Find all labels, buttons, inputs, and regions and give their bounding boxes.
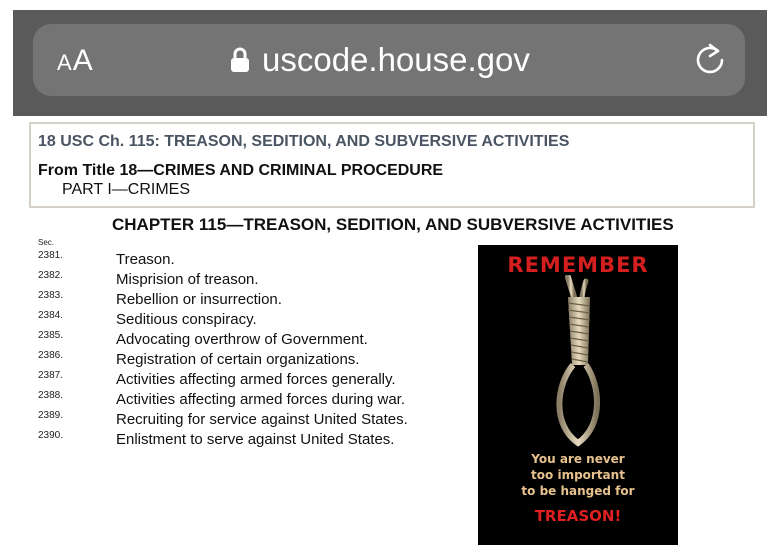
poster-line-1: You are never (531, 452, 625, 466)
section-row (38, 429, 458, 449)
section-row (38, 269, 458, 289)
section-number: 2384. (38, 310, 64, 321)
section-number: 2383. (38, 290, 64, 301)
text-size-button[interactable] (57, 44, 94, 78)
section-title[interactable]: Registration of certain organizations. (116, 351, 360, 368)
document-title: 18 USC Ch. 115: TREASON, SEDITION, AND SUBVERSIVE ACTIVITIES (38, 133, 570, 150)
part-label: PART I—CRIMES (62, 181, 191, 198)
section-title[interactable]: Advocating overthrow of Government. (116, 331, 368, 348)
section-number: 2382. (38, 270, 64, 281)
section-title[interactable]: Misprision of treason. (116, 271, 259, 288)
sec-label: Sec. (38, 238, 55, 247)
section-row (38, 389, 458, 409)
section-title[interactable]: Rebellion or insurrection. (116, 291, 282, 308)
section-title[interactable]: Activities affecting armed forces during war. (116, 391, 406, 408)
noose-image (528, 275, 628, 455)
reload-icon[interactable] (692, 42, 728, 78)
section-number: 2389. (38, 410, 64, 421)
section-number: 2387. (38, 370, 64, 381)
section-row (38, 309, 458, 329)
poster-line-3: to be hanged for (521, 484, 635, 498)
section-number: 2388. (38, 390, 64, 401)
section-row (38, 369, 458, 389)
chapter-heading: CHAPTER 115—TREASON, SEDITION, AND SUBVERSIVE ACTIVITIES (112, 215, 674, 234)
top-strip (0, 0, 767, 10)
section-number: 2385. (38, 330, 64, 341)
poster-line-2: too important (531, 468, 625, 482)
section-title[interactable]: Enlistment to serve against United States. (116, 431, 395, 448)
section-row (38, 249, 458, 269)
section-row (38, 349, 458, 369)
poster-headline: REMEMBER (507, 253, 649, 277)
section-row (38, 409, 458, 429)
section-number: 2390. (38, 430, 64, 441)
section-title[interactable]: Treason. (116, 251, 175, 268)
section-list (38, 249, 458, 449)
section-row (38, 329, 458, 349)
poster-message (478, 451, 678, 499)
poster-emphasis: TREASON! (534, 507, 622, 525)
from-title: From Title 18—CRIMES AND CRIMINAL PROCEDURE (38, 162, 444, 179)
section-number: 2386. (38, 350, 64, 361)
section-title[interactable]: Recruiting for service against United States. (116, 411, 408, 428)
text-size-small-a: A (57, 50, 73, 75)
section-row (38, 289, 458, 309)
url-display[interactable] (230, 40, 530, 80)
section-title[interactable]: Activities affecting armed forces generally. (116, 371, 396, 388)
section-title[interactable]: Seditious conspiracy. (116, 311, 257, 328)
url-text: uscode.house.gov (262, 41, 530, 78)
text-size-large-a: A (72, 44, 94, 77)
section-number: 2381. (38, 250, 64, 261)
poster-image (478, 245, 678, 545)
lock-icon (230, 46, 250, 74)
